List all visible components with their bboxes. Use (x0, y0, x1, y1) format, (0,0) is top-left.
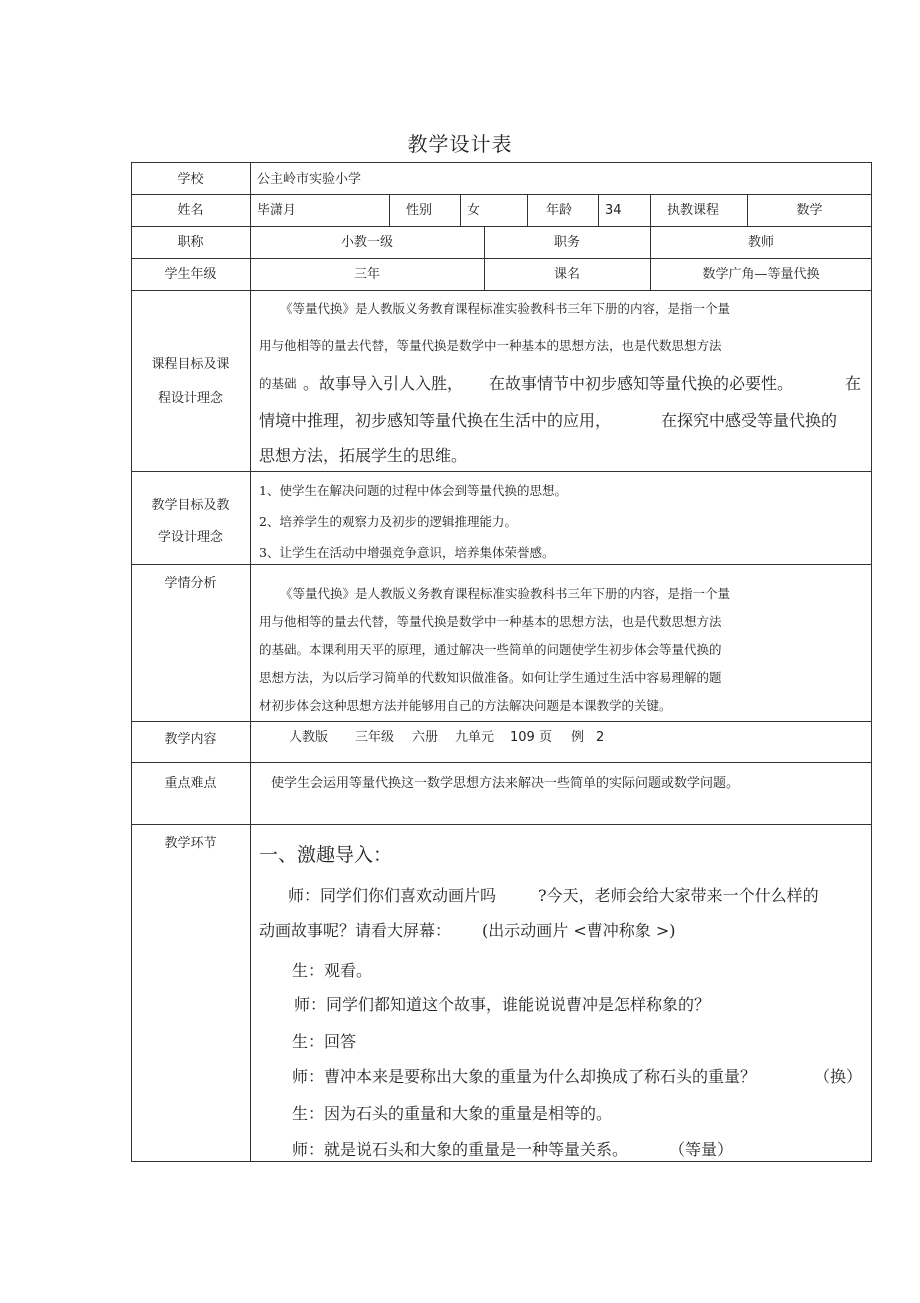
school-label: 学校 (177, 172, 204, 187)
column-divider (460, 194, 461, 226)
content-part: 九单元 (455, 730, 495, 745)
column-divider (527, 194, 528, 226)
row-divider (131, 564, 872, 565)
row-divider (131, 762, 872, 763)
column-divider (650, 194, 651, 226)
content-part: 例 (571, 730, 585, 745)
course-goal-line: 情境中推理，初步感知等量代换在生活中的应用， (259, 411, 612, 430)
analysis-label: 学情分析 (164, 576, 217, 591)
row-divider (131, 290, 872, 291)
process-line: ?今天，老师会给大家带来一个什么样的 (538, 886, 819, 905)
analysis-line: 思想方法，为以后学习简单的代数知识做准备。如何让学生通过生活中容易理解的题 (259, 670, 722, 685)
key-points-label: 重点难点 (164, 776, 217, 791)
content-label: 教学内容 (164, 732, 217, 747)
duty-label: 职务 (553, 235, 580, 250)
process-line: 动画故事呢？请看大屏幕： (259, 921, 452, 940)
content-part: 2 (596, 730, 605, 745)
course-goal-line: 用与他相等的量去代替，等量代换是数学中一种基本的思想方法，也是代数思想方法 (259, 338, 722, 353)
page-title: 教学设计表 (407, 132, 513, 156)
process-line: （等量） (669, 1140, 734, 1159)
process-line: （换） (814, 1067, 863, 1086)
content-part: 109 页 (510, 730, 552, 745)
course-goal-line: 在故事情节中初步感知等量代换的必要性。 (489, 374, 794, 393)
content-part: 六册 (412, 730, 439, 745)
content-part: 三年级 (355, 730, 395, 745)
course-goal-line: 思想方法，拓展学生的思维。 (259, 446, 468, 465)
column-divider (389, 194, 390, 226)
lesson-value: 数学广角—等量代换 (702, 267, 820, 282)
row-divider (131, 194, 872, 195)
process-line: (出示动画片 <曹冲称象 >) (482, 921, 676, 940)
course-goal-line: 。故事导入引人入胜， (303, 374, 464, 393)
lesson-label: 课名 (553, 267, 580, 282)
analysis-line: 的基础。本课利用天平的原理，通过解决一些简单的问题使学生初步体会等量代换的 (259, 642, 722, 657)
teaching-goal-item: 2、培养学生的观察力及初步的逻辑推理能力。 (259, 514, 517, 529)
name-label: 姓名 (177, 203, 204, 218)
title-label: 职称 (177, 235, 204, 250)
analysis-line: 用与他相等的量去代替，等量代换是数学中一种基本的思想方法，也是代数思想方法 (259, 614, 722, 629)
grade-label: 学生年级 (164, 267, 217, 282)
analysis-line: 《等量代换》是人教版义务教育课程标准实验教科书三年下册的内容，是指一个量 (280, 586, 731, 601)
course-label: 执教课程 (667, 203, 720, 218)
process-line: 师：同学们都知道这个故事，谁能说说曹冲是怎样称象的？ (294, 995, 711, 1014)
grade-value: 三年 (353, 267, 380, 282)
column-divider (250, 162, 251, 1162)
teaching-goal-item: 3、让学生在活动中增强竞争意识，培养集体荣誉感。 (259, 545, 555, 560)
process-heading: 一、激趣导入： (259, 844, 393, 866)
process-line: 师：就是说石头和大象的重量是一种等量关系。 (292, 1140, 629, 1159)
school-value: 公主岭市实验小学 (257, 172, 362, 187)
process-line: 师：同学们你们喜欢动画片吗 (288, 886, 497, 905)
process-line: 生：因为石头的重量和大象的重量是相等的。 (292, 1104, 613, 1123)
process-line: 生：回答 (292, 1032, 357, 1051)
age-label: 年龄 (546, 203, 573, 218)
process-label: 教学环节 (164, 836, 217, 851)
gender-value: 女 (467, 203, 481, 218)
duty-value: 教师 (747, 235, 774, 250)
content-part: 人教版 (289, 730, 329, 745)
column-divider (598, 194, 599, 226)
analysis-line: 材初步体会这种思想方法并能够用自己的方法解决问题是本课教学的关键。 (259, 698, 672, 713)
row-divider (131, 226, 872, 227)
teaching-goal-label: 学设计理念 (157, 530, 223, 545)
title-value: 小教一级 (340, 235, 393, 250)
course-goal-line: 在探究中感受等量代换的 (661, 411, 838, 430)
process-line: 生：观看。 (292, 961, 373, 980)
key-points-text: 使学生会运用等量代换这一数学思想方法来解决一些简单的实际问题或数学问题。 (271, 776, 740, 791)
age-value: 34 (605, 203, 622, 218)
gender-label: 性别 (406, 203, 433, 218)
teaching-goal-label: 教学目标及教 (151, 498, 230, 513)
course-goal-label: 课程目标及课 (151, 357, 230, 372)
course-goal-line: 《等量代换》是人教版义务教育课程标准实验教科书三年下册的内容，是指一个量 (280, 301, 731, 316)
course-goal-label: 程设计理念 (157, 391, 223, 406)
row-divider (131, 721, 872, 722)
teaching-goal-item: 1、使学生在解决问题的过程中体会到等量代换的思想。 (259, 483, 567, 498)
course-goal-line: 的基础 (259, 376, 297, 391)
course-value: 数学 (796, 203, 823, 218)
row-divider (131, 471, 872, 472)
name-value: 毕潇月 (257, 203, 297, 218)
row-divider (131, 258, 872, 259)
row-divider (131, 824, 872, 825)
course-goal-line: 在 (845, 374, 862, 393)
process-line: 师：曹冲本来是要称出大象的重量为什么却换成了称石头的重量？ (292, 1067, 757, 1086)
